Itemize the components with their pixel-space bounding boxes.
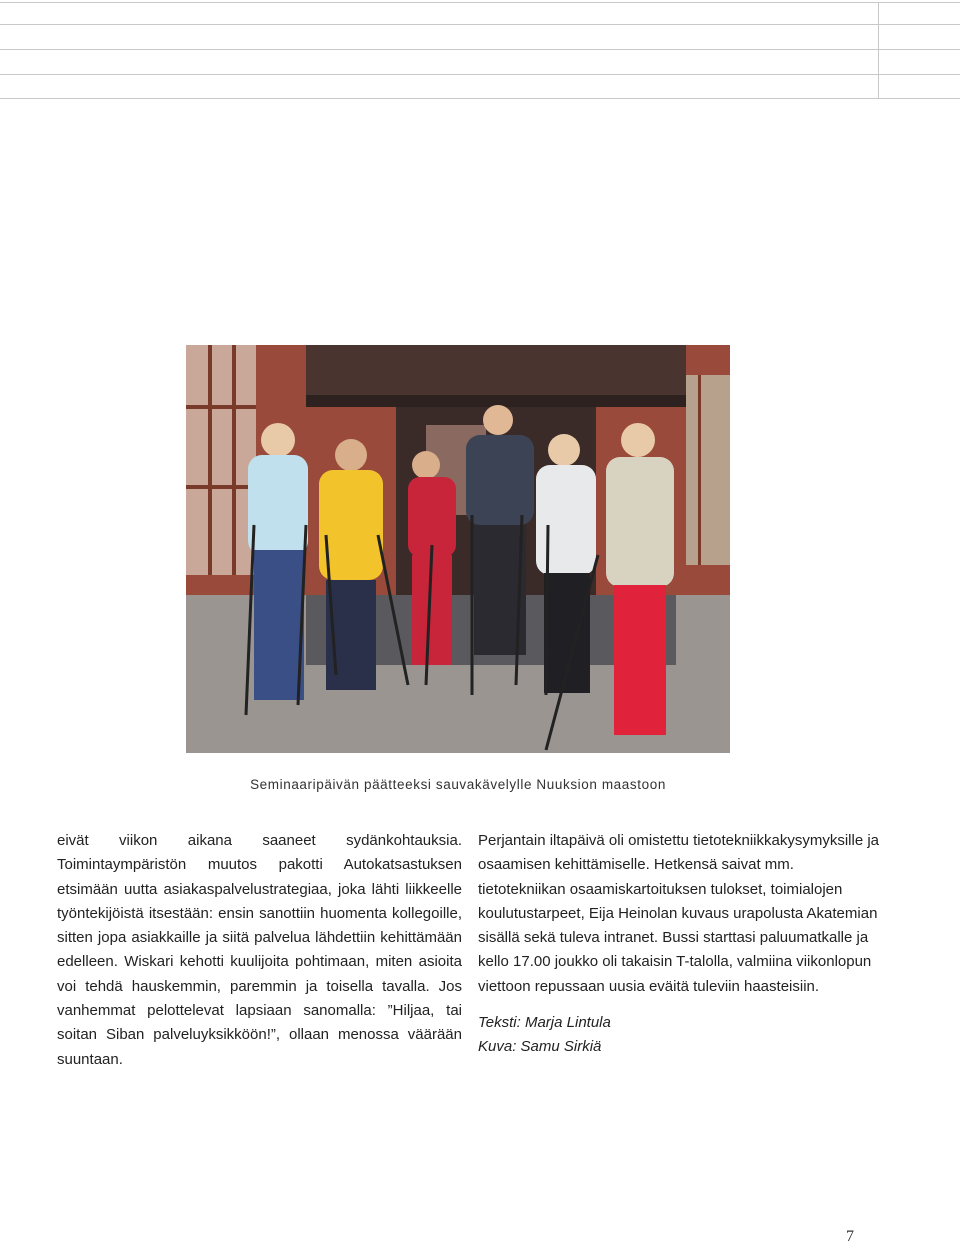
article-right-column <box>478 829 883 1060</box>
page-number: 7 <box>846 1228 854 1245</box>
header-column-divider <box>878 2 879 99</box>
article-paragraph: eivät viikon aikana saaneet sydänkohtauksia. Toimintaympäristön muutos pakotti Autokatsastuksen etsimään uutta asiakaspalvelustrategiaa, joka lähti liikkeelle työntekijöistä itsestään: ensin sanottiin huomenta kollegoille, sitten jopa asiakkaille ja siitä palvelua lähdettiin kehittämään edelleen. Wiskari kehotti kuulijoita pohtimaan, miten asioita voi tehdä hauskemmin, paremmin ja toisella tavalla. Jos vanhemmat pelottelevat lapsiaan sanomalla: ”Hiljaa, tai soitan Siban palveluyksikköön!”, ollaan menossa väärään suuntaan. <box>57 832 462 1068</box>
header-rule <box>0 74 960 75</box>
photo-credit: Kuva: Samu Sirkiä <box>478 1038 602 1056</box>
text-credit: Teksti: Marja Lintula <box>478 1014 611 1032</box>
article-credits <box>478 1011 883 1060</box>
header-rule <box>0 98 960 99</box>
header-rule <box>0 24 960 25</box>
header-rule <box>0 2 960 3</box>
group-photo-illustration <box>186 345 730 753</box>
header-rule-grid <box>0 0 960 100</box>
header-rule <box>0 49 960 50</box>
article-left-column <box>57 829 462 1072</box>
article-paragraph: Perjantain iltapäivä oli omistettu tietotekniikkakysymyksille ja osaamisen kehittämiselle. Hetkensä saivat mm. tietotekniikan osaamiskartoituksen tulokset, toimialojen koulutustarpeet, Eija Heinolan kuvaus urapolusta Akatemian sisällä sekä tuleva intranet. Bussi starttasi paluumatkalle ja kello 17.00 joukko oli takaisin T-talolla, valmiina viikonlopun viettoon repussaan uusia eväitä tuleviin haasteisiin. <box>478 832 880 995</box>
group-photo <box>186 345 730 753</box>
photo-caption: Seminaaripäivän päätteeksi sauvakävelylle Nuuksion maastoon <box>250 777 666 792</box>
